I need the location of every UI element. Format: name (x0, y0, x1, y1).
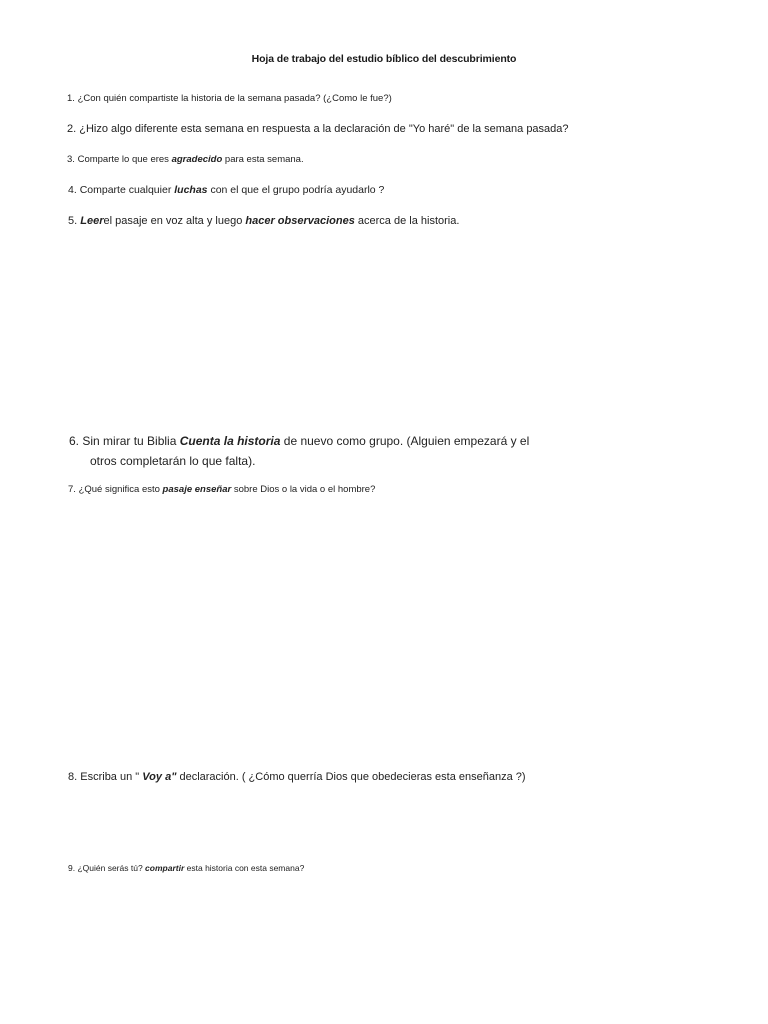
question-emphasis: Cuenta la historia (179, 434, 281, 448)
question-number: 3. (67, 154, 75, 165)
question-text-before: ¿Qué significa esto (78, 484, 160, 495)
question-2 (67, 123, 569, 135)
question-text-before: ¿Quién serás tú? (77, 863, 143, 873)
question-8 (68, 771, 526, 783)
document-title: Hoja de trabajo del estudio bíblico del descubrimiento (251, 53, 517, 65)
question-text-middle: el pasaje en voz alta y luego (103, 215, 243, 227)
question-5 (68, 215, 459, 227)
question-text-before: Sin mirar tu Biblia (82, 434, 177, 448)
question-text-line-2: otros completarán lo que falta). (90, 454, 256, 468)
question-text-before: Comparte cualquier (79, 184, 172, 196)
question-9 (68, 863, 304, 873)
question-4 (68, 184, 384, 196)
question-7 (68, 484, 375, 495)
question-number: 7. (68, 484, 76, 495)
question-text: ¿Con quién compartiste la historia de la semana pasada? (¿Como le fue?) (77, 93, 392, 104)
question-text-after: para esta semana. (224, 154, 304, 165)
question-text: ¿Hizo algo diferente esta semana en respuesta a la declaración de "Yo haré" de la semana pasada? (79, 123, 569, 135)
question-number: 8. (68, 771, 78, 783)
question-emphasis: compartir (145, 863, 185, 873)
question-number: 1. (67, 93, 75, 104)
question-text-after: de nuevo como grupo. (Alguien empezará y el (283, 434, 530, 448)
question-emphasis: luchas (174, 184, 208, 196)
question-emphasis: agradecido (171, 154, 223, 165)
question-emphasis: pasaje enseñar (162, 484, 232, 495)
question-emphasis: Voy a" (142, 771, 177, 783)
question-text-before: Escriba un " (80, 771, 140, 783)
question-text-after: declaración. ( ¿Cómo querría Dios que obedecieras esta enseñanza ?) (179, 771, 526, 783)
question-text-after: sobre Dios o la vida o el hombre? (233, 484, 376, 495)
question-number: 4. (68, 184, 77, 196)
question-emphasis: Leer (80, 215, 104, 227)
question-6 (69, 431, 529, 471)
question-number: 5. (68, 215, 78, 227)
question-number: 9. (68, 863, 76, 873)
question-text-after: acerca de la historia. (357, 215, 460, 227)
question-3 (67, 154, 304, 165)
question-text-after: con el que el grupo podría ayudarlo ? (210, 184, 385, 196)
question-emphasis-2: hacer observaciones (245, 215, 355, 227)
question-1 (67, 93, 392, 104)
question-text-after: esta historia con esta semana? (186, 863, 305, 873)
question-number: 6. (69, 434, 80, 448)
question-number: 2. (67, 123, 77, 135)
question-text-before: Comparte lo que eres (77, 154, 169, 165)
